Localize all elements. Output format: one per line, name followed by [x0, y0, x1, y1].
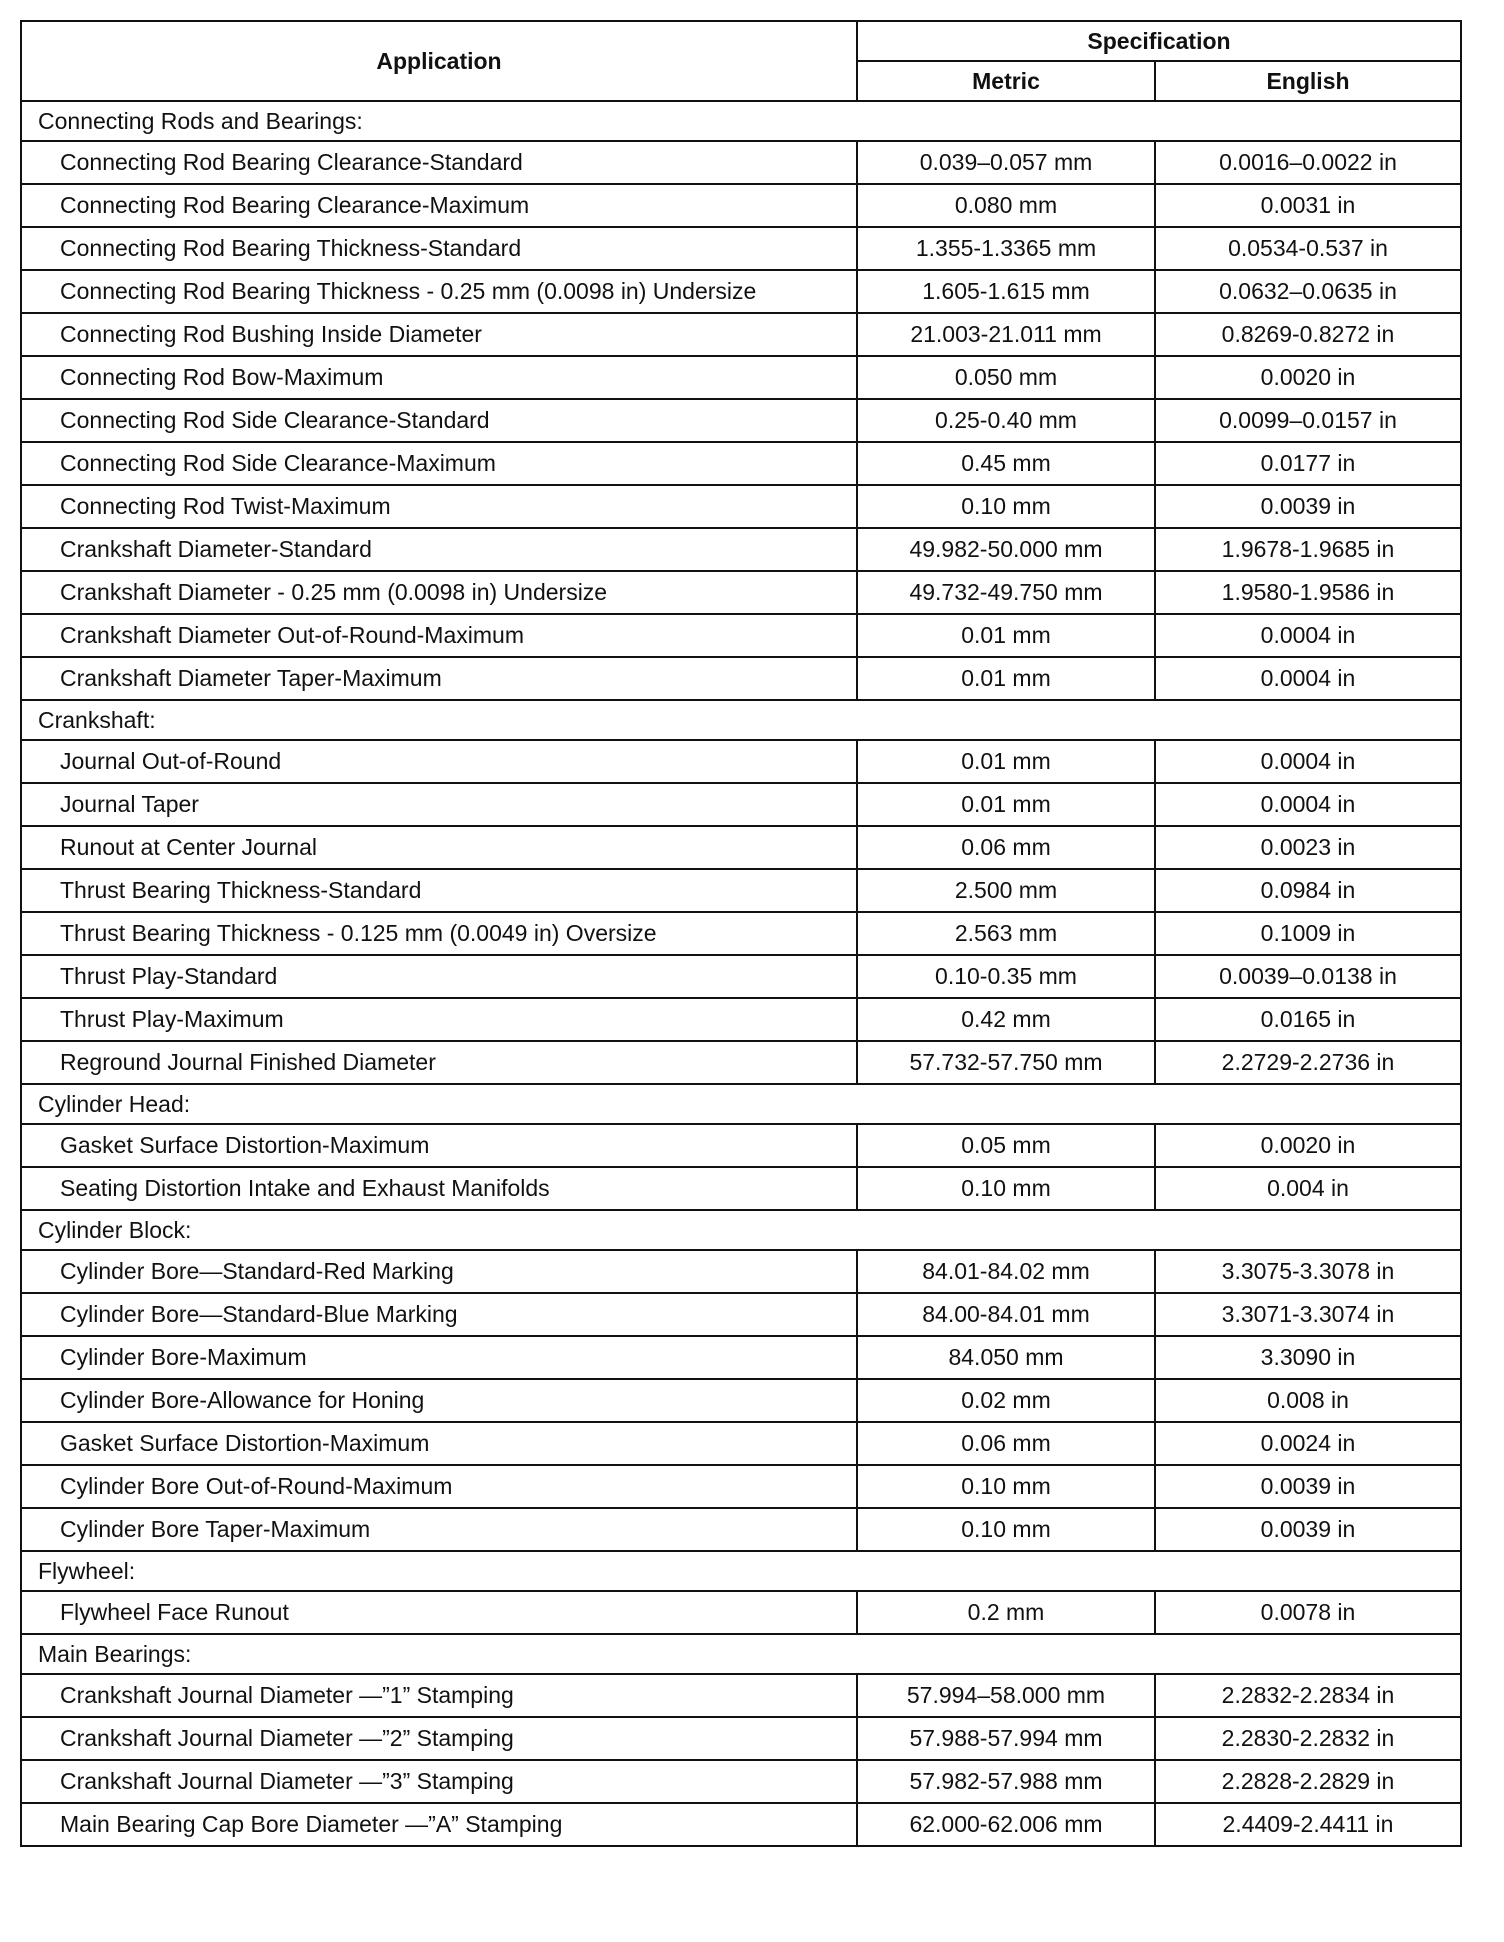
english-cell: 0.0020 in	[1155, 1124, 1461, 1167]
english-cell: 0.0004 in	[1155, 783, 1461, 826]
table-row	[21, 912, 1461, 955]
section-title: Cylinder Head:	[21, 1084, 1461, 1124]
section-header-row	[21, 1084, 1461, 1124]
metric-cell: 84.050 mm	[857, 1336, 1155, 1379]
english-cell: 0.0004 in	[1155, 614, 1461, 657]
application-cell: Gasket Surface Distortion-Maximum	[21, 1422, 857, 1465]
metric-cell: 0.01 mm	[857, 614, 1155, 657]
english-cell: 2.4409-2.4411 in	[1155, 1803, 1461, 1846]
english-cell: 3.3071-3.3074 in	[1155, 1293, 1461, 1336]
metric-cell: 2.500 mm	[857, 869, 1155, 912]
table-row	[21, 227, 1461, 270]
english-cell: 2.2830-2.2832 in	[1155, 1717, 1461, 1760]
metric-cell: 2.563 mm	[857, 912, 1155, 955]
english-cell: 0.0031 in	[1155, 184, 1461, 227]
metric-cell: 0.10 mm	[857, 1167, 1155, 1210]
table-row	[21, 1124, 1461, 1167]
table-row	[21, 442, 1461, 485]
english-cell: 0.004 in	[1155, 1167, 1461, 1210]
metric-cell: 0.02 mm	[857, 1379, 1155, 1422]
application-cell: Crankshaft Journal Diameter —”3” Stamping	[21, 1760, 857, 1803]
application-cell: Connecting Rod Bow-Maximum	[21, 356, 857, 399]
table-row	[21, 485, 1461, 528]
application-cell: Thrust Play-Standard	[21, 955, 857, 998]
english-cell: 0.0039 in	[1155, 1465, 1461, 1508]
table-row	[21, 955, 1461, 998]
application-cell: Gasket Surface Distortion-Maximum	[21, 1124, 857, 1167]
application-cell: Crankshaft Journal Diameter —”2” Stamping	[21, 1717, 857, 1760]
metric-header: Metric	[857, 61, 1155, 101]
english-cell: 2.2729-2.2736 in	[1155, 1041, 1461, 1084]
metric-cell: 84.01-84.02 mm	[857, 1250, 1155, 1293]
section-header-row	[21, 700, 1461, 740]
english-cell: 0.0016–0.0022 in	[1155, 141, 1461, 184]
metric-cell: 0.10 mm	[857, 1508, 1155, 1551]
table-row	[21, 1717, 1461, 1760]
table-row	[21, 740, 1461, 783]
english-cell: 0.0039 in	[1155, 1508, 1461, 1551]
table-row	[21, 1422, 1461, 1465]
english-cell: 0.0984 in	[1155, 869, 1461, 912]
application-cell: Runout at Center Journal	[21, 826, 857, 869]
metric-cell: 0.06 mm	[857, 826, 1155, 869]
specification-header: Specification	[857, 21, 1461, 61]
english-cell: 0.0023 in	[1155, 826, 1461, 869]
metric-cell: 0.01 mm	[857, 740, 1155, 783]
table-row	[21, 1803, 1461, 1846]
application-cell: Connecting Rod Bearing Clearance-Standard	[21, 141, 857, 184]
english-cell: 0.0004 in	[1155, 657, 1461, 700]
table-row	[21, 657, 1461, 700]
section-header-row	[21, 101, 1461, 141]
metric-cell: 49.982-50.000 mm	[857, 528, 1155, 571]
section-title: Crankshaft:	[21, 700, 1461, 740]
metric-cell: 57.988-57.994 mm	[857, 1717, 1155, 1760]
metric-cell: 0.25-0.40 mm	[857, 399, 1155, 442]
metric-cell: 1.355-1.3365 mm	[857, 227, 1155, 270]
section-title: Connecting Rods and Bearings:	[21, 101, 1461, 141]
table-row	[21, 1591, 1461, 1634]
table-row	[21, 1293, 1461, 1336]
english-cell: 2.2832-2.2834 in	[1155, 1674, 1461, 1717]
metric-cell: 0.10 mm	[857, 485, 1155, 528]
english-cell: 0.1009 in	[1155, 912, 1461, 955]
application-cell: Cylinder Bore Out-of-Round-Maximum	[21, 1465, 857, 1508]
metric-cell: 0.10 mm	[857, 1465, 1155, 1508]
section-header-row	[21, 1551, 1461, 1591]
section-title: Main Bearings:	[21, 1634, 1461, 1674]
metric-cell: 57.994–58.000 mm	[857, 1674, 1155, 1717]
application-cell: Cylinder Bore—Standard-Blue Marking	[21, 1293, 857, 1336]
table-row	[21, 1041, 1461, 1084]
metric-cell: 0.01 mm	[857, 657, 1155, 700]
english-cell: 0.0039–0.0138 in	[1155, 955, 1461, 998]
application-cell: Connecting Rod Twist-Maximum	[21, 485, 857, 528]
english-cell: 0.0039 in	[1155, 485, 1461, 528]
application-cell: Seating Distortion Intake and Exhaust Manifolds	[21, 1167, 857, 1210]
table-body	[21, 101, 1461, 1846]
application-cell: Connecting Rod Bearing Thickness-Standard	[21, 227, 857, 270]
section-header-row	[21, 1210, 1461, 1250]
table-row	[21, 528, 1461, 571]
application-cell: Main Bearing Cap Bore Diameter —”A” Stamping	[21, 1803, 857, 1846]
english-header: English	[1155, 61, 1461, 101]
application-cell: Crankshaft Journal Diameter —”1” Stamping	[21, 1674, 857, 1717]
metric-cell: 0.10-0.35 mm	[857, 955, 1155, 998]
english-cell: 2.2828-2.2829 in	[1155, 1760, 1461, 1803]
table-row	[21, 1167, 1461, 1210]
header-row	[21, 21, 1461, 61]
table-row	[21, 1336, 1461, 1379]
metric-cell: 21.003-21.011 mm	[857, 313, 1155, 356]
english-cell: 0.0078 in	[1155, 1591, 1461, 1634]
metric-cell: 0.05 mm	[857, 1124, 1155, 1167]
application-cell: Cylinder Bore-Allowance for Honing	[21, 1379, 857, 1422]
english-cell: 0.0177 in	[1155, 442, 1461, 485]
metric-cell: 0.039–0.057 mm	[857, 141, 1155, 184]
english-cell: 0.008 in	[1155, 1379, 1461, 1422]
english-cell: 3.3090 in	[1155, 1336, 1461, 1379]
english-cell: 3.3075-3.3078 in	[1155, 1250, 1461, 1293]
english-cell: 1.9678-1.9685 in	[1155, 528, 1461, 571]
metric-cell: 0.01 mm	[857, 783, 1155, 826]
application-cell: Crankshaft Diameter Out-of-Round-Maximum	[21, 614, 857, 657]
application-cell: Connecting Rod Side Clearance-Maximum	[21, 442, 857, 485]
application-cell: Crankshaft Diameter Taper-Maximum	[21, 657, 857, 700]
application-cell: Crankshaft Diameter-Standard	[21, 528, 857, 571]
table-row	[21, 1674, 1461, 1717]
english-cell: 0.0004 in	[1155, 740, 1461, 783]
table-row	[21, 571, 1461, 614]
metric-cell: 57.732-57.750 mm	[857, 1041, 1155, 1084]
english-cell: 0.0024 in	[1155, 1422, 1461, 1465]
table-row	[21, 614, 1461, 657]
table-row	[21, 1250, 1461, 1293]
metric-cell: 0.2 mm	[857, 1591, 1155, 1634]
application-cell: Thrust Bearing Thickness-Standard	[21, 869, 857, 912]
english-cell: 0.0165 in	[1155, 998, 1461, 1041]
application-cell: Reground Journal Finished Diameter	[21, 1041, 857, 1084]
english-cell: 0.8269-0.8272 in	[1155, 313, 1461, 356]
table-row	[21, 270, 1461, 313]
application-cell: Connecting Rod Bearing Clearance-Maximum	[21, 184, 857, 227]
metric-cell: 0.050 mm	[857, 356, 1155, 399]
section-title: Cylinder Block:	[21, 1210, 1461, 1250]
metric-cell: 62.000-62.006 mm	[857, 1803, 1155, 1846]
application-cell: Cylinder Bore—Standard-Red Marking	[21, 1250, 857, 1293]
application-cell: Thrust Play-Maximum	[21, 998, 857, 1041]
english-cell: 1.9580-1.9586 in	[1155, 571, 1461, 614]
english-cell: 0.0632–0.0635 in	[1155, 270, 1461, 313]
table-row	[21, 356, 1461, 399]
application-cell: Cylinder Bore Taper-Maximum	[21, 1508, 857, 1551]
application-cell: Crankshaft Diameter - 0.25 mm (0.0098 in) Undersize	[21, 571, 857, 614]
application-cell: Journal Out-of-Round	[21, 740, 857, 783]
metric-cell: 0.45 mm	[857, 442, 1155, 485]
section-header-row	[21, 1634, 1461, 1674]
table-row	[21, 1465, 1461, 1508]
application-cell: Thrust Bearing Thickness - 0.125 mm (0.0049 in) Oversize	[21, 912, 857, 955]
application-cell: Cylinder Bore-Maximum	[21, 1336, 857, 1379]
application-cell: Connecting Rod Side Clearance-Standard	[21, 399, 857, 442]
table-row	[21, 399, 1461, 442]
table-row	[21, 998, 1461, 1041]
table-row	[21, 783, 1461, 826]
metric-cell: 57.982-57.988 mm	[857, 1760, 1155, 1803]
metric-cell: 0.06 mm	[857, 1422, 1155, 1465]
english-cell: 0.0020 in	[1155, 356, 1461, 399]
table-row	[21, 313, 1461, 356]
metric-cell: 0.080 mm	[857, 184, 1155, 227]
section-title: Flywheel:	[21, 1551, 1461, 1591]
application-cell: Journal Taper	[21, 783, 857, 826]
table-row	[21, 869, 1461, 912]
english-cell: 0.0534-0.537 in	[1155, 227, 1461, 270]
metric-cell: 1.605-1.615 mm	[857, 270, 1155, 313]
table-row	[21, 184, 1461, 227]
application-cell: Flywheel Face Runout	[21, 1591, 857, 1634]
table-row	[21, 1379, 1461, 1422]
metric-cell: 84.00-84.01 mm	[857, 1293, 1155, 1336]
table-row	[21, 826, 1461, 869]
application-header: Application	[21, 21, 857, 101]
table-row	[21, 1508, 1461, 1551]
metric-cell: 0.42 mm	[857, 998, 1155, 1041]
metric-cell: 49.732-49.750 mm	[857, 571, 1155, 614]
application-cell: Connecting Rod Bushing Inside Diameter	[21, 313, 857, 356]
english-cell: 0.0099–0.0157 in	[1155, 399, 1461, 442]
specification-table	[20, 20, 1462, 1847]
application-cell: Connecting Rod Bearing Thickness - 0.25 mm (0.0098 in) Undersize	[21, 270, 857, 313]
table-row	[21, 1760, 1461, 1803]
table-row	[21, 141, 1461, 184]
